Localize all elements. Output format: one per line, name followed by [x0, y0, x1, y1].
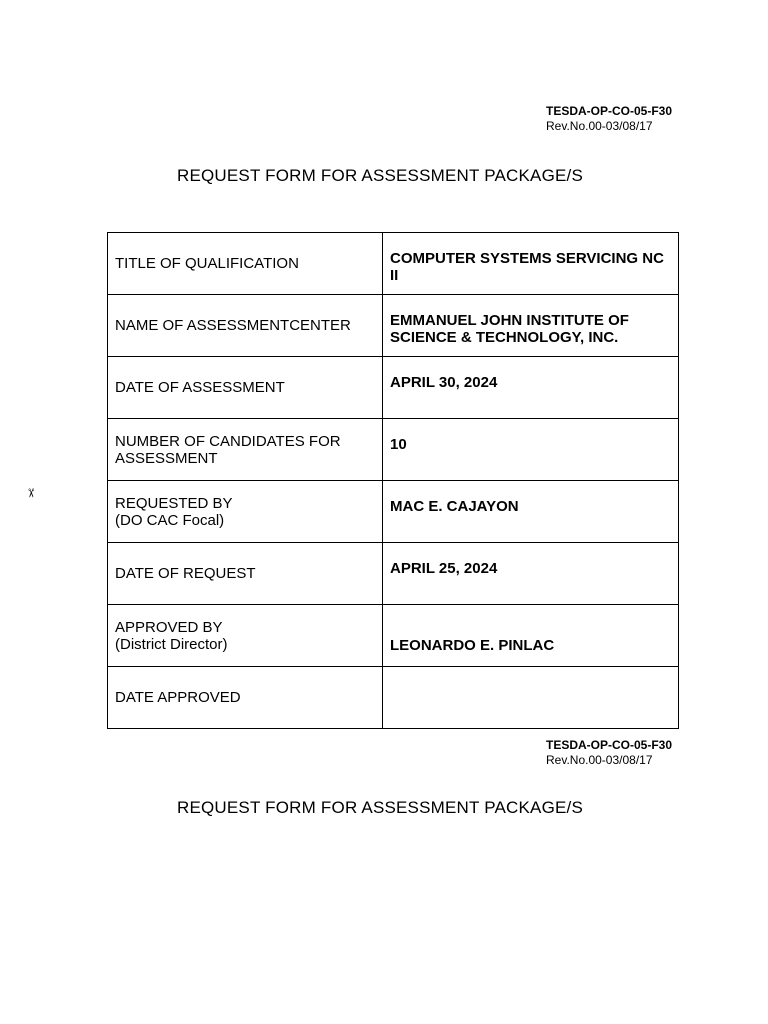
- assessment-date-label: [108, 357, 383, 419]
- request-date-value: APRIL 25, 2024: [383, 543, 679, 605]
- table-row: [108, 357, 679, 419]
- form-code: TESDA-OP-CO-05-F30: [546, 738, 673, 752]
- form-code-header: [546, 738, 672, 768]
- requested-by-label: [108, 481, 383, 543]
- approved-by-value: LEONARDO E. PINLAC: [383, 605, 679, 667]
- row-label: DATE OF ASSESSMENT: [115, 379, 285, 396]
- row-label: APPROVED BY: [115, 618, 223, 636]
- table-row: [108, 295, 679, 357]
- request-form-table: [107, 232, 679, 729]
- row-sublabel: (DO CAC Focal): [115, 511, 225, 529]
- form-code: TESDA-OP-CO-05-F30: [546, 104, 673, 118]
- assessment-date-value: APRIL 30, 2024: [383, 357, 679, 419]
- table-row: [108, 419, 679, 481]
- form-code-header: [546, 104, 672, 134]
- row-sublabel: (District Director): [115, 635, 228, 653]
- row-label: NUMBER OF CANDIDATES FOR ASSESSMENT: [115, 432, 341, 467]
- row-label: DATE APPROVED: [115, 689, 241, 706]
- candidates-count-label: [108, 419, 383, 481]
- row-label: DATE OF REQUEST: [115, 565, 256, 582]
- form-title: REQUEST FORM FOR ASSESSMENT PACKAGE/S: [176, 166, 584, 185]
- table-row: [108, 233, 679, 295]
- scissors-icon: ✂: [24, 487, 39, 499]
- date-approved-value: [383, 667, 679, 729]
- table-row: [108, 605, 679, 667]
- approved-by-label: [108, 605, 383, 667]
- revision-number: Rev.No.00-03/08/17: [546, 119, 653, 133]
- requested-by-value: MAC E. CAJAYON: [383, 481, 679, 543]
- assessment-center-value: EMMANUEL JOHN INSTITUTE OF SCIENCE & TECHNOLOGY, INC.: [383, 295, 679, 357]
- form-title: REQUEST FORM FOR ASSESSMENT PACKAGE/S: [176, 798, 584, 817]
- date-approved-label: [108, 667, 383, 729]
- row-label: TITLE OF QUALIFICATION: [115, 255, 299, 272]
- candidates-count-value: 10: [383, 419, 679, 481]
- table-row: [108, 481, 679, 543]
- qualification-value: COMPUTER SYSTEMS SERVICING NC II: [383, 233, 679, 295]
- row-label: REQUESTED BY: [115, 494, 233, 512]
- revision-number: Rev.No.00-03/08/17: [546, 753, 653, 767]
- qualification-label: [108, 233, 383, 295]
- table-row: [108, 667, 679, 729]
- row-label: NAME OF ASSESSMENTCENTER: [115, 317, 351, 334]
- assessment-center-label: [108, 295, 383, 357]
- request-date-label: [108, 543, 383, 605]
- table-row: [108, 543, 679, 605]
